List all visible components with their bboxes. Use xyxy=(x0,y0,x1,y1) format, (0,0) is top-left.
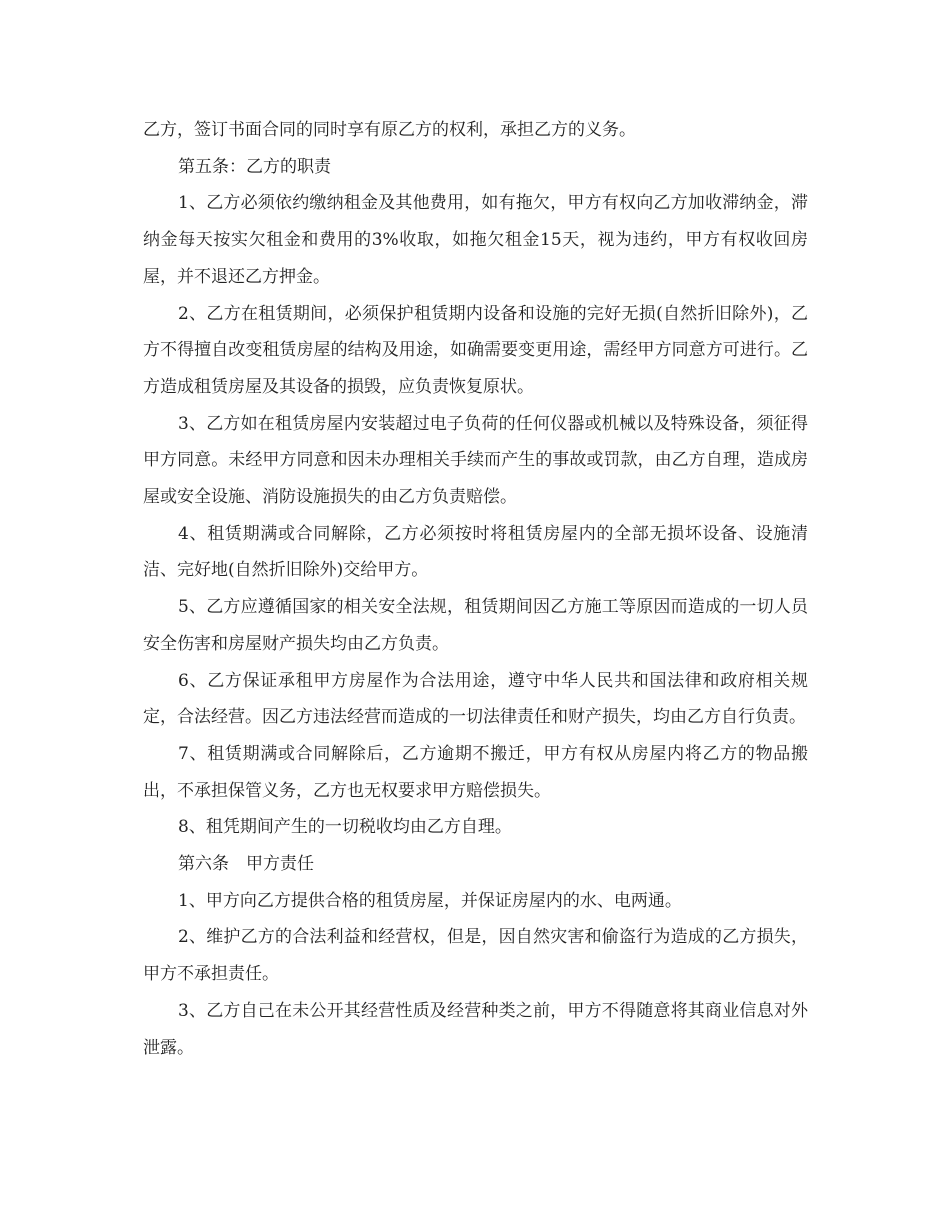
clause-paragraph: 6、乙方保证承租甲方房屋作为合法用途，遵守中华人民共和国法律和政府相关规定，合法经营。因乙方违法经营而造成的一切法律责任和财产损失，均由乙方自行负责。 xyxy=(143,670,808,728)
clause-paragraph: 2、乙方在租赁期间，必须保护租赁期内设备和设施的完好无损(自然折旧除外)，乙方不得擅自改变租赁房屋的结构及用途，如确需要变更用途，需经甲方同意方可进行。乙方造成租赁房屋及其设备的损毁，应负责恢复原状。 xyxy=(143,303,808,397)
section-heading-article-6: 第六条 甲方责任 xyxy=(178,854,314,875)
clause-paragraph: 5、乙方应遵循国家的相关安全法规，租赁期间因乙方施工等原因而造成的一切人员安全伤害和房屋财产损失均由乙方负责。 xyxy=(143,597,808,654)
clause-paragraph: 4、租赁期满或合同解除，乙方必须按时将租赁房屋内的全部无损坏设备、设施清洁、完好地(自然折旧除外)交给甲方。 xyxy=(143,523,808,581)
clause-paragraph: 1、乙方必须依约缴纳租金及其他费用，如有拖欠，甲方有权向乙方加收滞纳金，滞纳金每天按实欠租金和费用的3%收取，如拖欠租金15天，视为违约，甲方有权收回房屋，并不退还乙方押金。 xyxy=(143,193,808,287)
clause-paragraph: 3、乙方自己在未公开其经营性质及经营种类之前，甲方不得随意将其商业信息对外泄露。 xyxy=(143,1000,808,1058)
paragraph-continuation: 乙方，签订书面合同的同时享有原乙方的权利，承担乙方的义务。 xyxy=(143,120,636,140)
document-body xyxy=(143,112,808,1066)
clause-paragraph: 1、甲方向乙方提供合格的租赁房屋，并保证房屋内的水、电两通。 xyxy=(178,890,682,911)
clause-paragraph: 2、维护乙方的合法利益和经营权，但是，因自然灾害和偷盗行为造成的乙方损失，甲方不承担责任。 xyxy=(143,927,808,985)
clause-paragraph: 8、租凭期间产生的一切税收均由乙方自理。 xyxy=(178,817,512,838)
clause-paragraph: 3、乙方如在租赁房屋内安装超过电子负荷的任何仪器或机械以及特殊设备，须征得甲方同意。未经甲方同意和因未办理相关手续而产生的事故或罚款，由乙方自理，造成房屋或安全设施、消防设施损失的由乙方负责赔偿。 xyxy=(143,413,808,508)
clause-paragraph: 7、租赁期满或合同解除后，乙方逾期不搬迁，甲方有权从房屋内将乙方的物品搬出，不承担保管义务，乙方也无权要求甲方赔偿损失。 xyxy=(143,743,808,801)
section-heading-article-5: 第五条：乙方的职责 xyxy=(178,156,331,177)
